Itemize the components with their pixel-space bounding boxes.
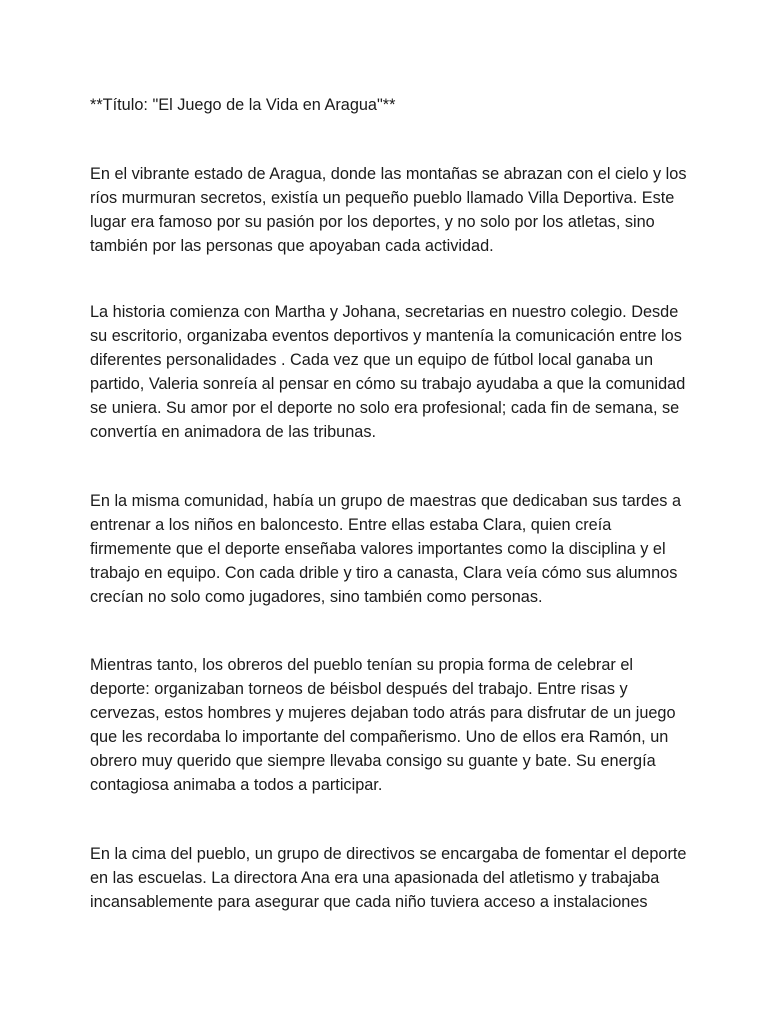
paragraph-2 bbox=[90, 300, 690, 444]
text-line: lugar era famoso por su pasión por los deportes, y no solo por los atletas, sino bbox=[90, 213, 655, 231]
text-line: obrero muy querido que siempre llevaba consigo su guante y bate. Su energía bbox=[90, 752, 656, 770]
text-line: su escritorio, organizaba eventos deportivos y mantenía la comunicación entre los bbox=[90, 327, 682, 345]
paragraph-3 bbox=[90, 489, 690, 609]
text-line: en las escuelas. La directora Ana era una apasionada del atletismo y trabajaba bbox=[90, 869, 660, 887]
text-line: crecían no solo como jugadores, sino también como personas. bbox=[90, 588, 543, 606]
text-line: En la cima del pueblo, un grupo de directivos se encargaba de fomentar el deporte bbox=[90, 845, 687, 863]
text-line: se uniera. Su amor por el deporte no solo era profesional; cada fin de semana, se bbox=[90, 399, 680, 417]
text-line: contagiosa animaba a todos a participar. bbox=[90, 776, 383, 794]
paragraph-1 bbox=[90, 162, 690, 258]
paragraph-5 bbox=[90, 842, 690, 914]
text-line: partido, Valeria sonreía al pensar en cómo su trabajo ayudaba a que la comunidad bbox=[90, 375, 686, 393]
text-line: también por las personas que apoyaban cada actividad. bbox=[90, 237, 494, 255]
text-line: La historia comienza con Martha y Johana, secretarias en nuestro colegio. Desde bbox=[90, 303, 679, 321]
text-line: Mientras tanto, los obreros del pueblo tenían su propia forma de celebrar el bbox=[90, 656, 634, 674]
paragraph-4 bbox=[90, 653, 690, 797]
text-line: deporte: organizaban torneos de béisbol después del trabajo. Entre risas y bbox=[90, 680, 628, 698]
text-line: que les recordaba lo importante del compañerismo. Uno de ellos era Ramón, un bbox=[90, 728, 669, 746]
text-line: firmemente que el deporte enseñaba valores importantes como la disciplina y el bbox=[90, 540, 666, 558]
text-line: diferentes personalidades . Cada vez que un equipo de fútbol local ganaba un bbox=[90, 351, 654, 369]
text-line: cervezas, estos hombres y mujeres dejaban todo atrás para disfrutar de un juego bbox=[90, 704, 676, 722]
text-line: En la misma comunidad, había un grupo de maestras que dedicaban sus tardes a bbox=[90, 492, 682, 510]
text-line: entrenar a los niños en baloncesto. Entre ellas estaba Clara, quien creía bbox=[90, 516, 612, 534]
text-line: convertía en animadora de las tribunas. bbox=[90, 423, 376, 441]
text-line: incansablemente para asegurar que cada niño tuviera acceso a instalaciones bbox=[90, 893, 648, 911]
document-title: **Título: "El Juego de la Vida en Aragua"** bbox=[90, 96, 396, 114]
text-line: En el vibrante estado de Aragua, donde las montañas se abrazan con el cielo y los bbox=[90, 165, 687, 183]
text-line: trabajo en equipo. Con cada drible y tiro a canasta, Clara veía cómo sus alumnos bbox=[90, 564, 678, 582]
text-line: ríos murmuran secretos, existía un pequeño pueblo llamado Villa Deportiva. Este bbox=[90, 189, 675, 207]
